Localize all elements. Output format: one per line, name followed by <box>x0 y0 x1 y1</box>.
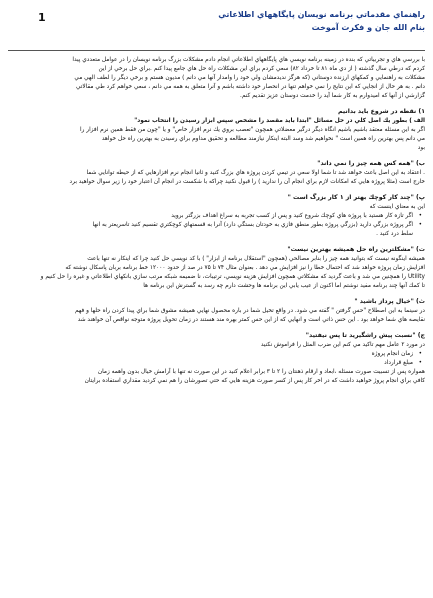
document-body <box>8 56 425 386</box>
section-heading: ۱) نقطه در شروع بايد بدانيم <box>338 108 425 115</box>
document-subtitle: بنام الله جان و فكرت آموخت <box>311 23 425 32</box>
body-line: گزارشي از آنها كه اميدوارم به كار شما آيد را خدمت دوستان عزيز تقديم كنم. <box>240 93 425 99</box>
body-line: خارج است (مثلا پروژه هايي كه امكانات لازم براي انجام آن را نداريد ) را قبول نكنيد چراكه با شكست در انجام آن اعتبار خود را زير سوال خواهيد برد <box>69 179 425 185</box>
body-line: Utility را همچنين مي شد و باعث گرديد كه مشكلاتي همچون افزايش هزينه نويسي، ترتيبات، نا ضميمه شبكه مرتب سازي بانكهاي اطلاعاتي و غيره را حل كنيم و <box>40 274 425 280</box>
body-line: كردم كه درطي سال گذشته ( از دي ماه ۸۱ تا خرداد ۸۲) سعي كردم براي اين مشكلات راه حل هاي جامع پيدا كنم .براي حل برخي از اين <box>98 66 425 72</box>
body-line: هميشه اينگونه نيست كه بتوانيد همه چيز را بنابر مصالحي (همچون "استقلال برنامه از ابزار" ) با كد نويسي حل كنيد چرا كه اينكار نه تنها باعث <box>87 256 425 262</box>
body-line: در مورد ۲ عامل مهم تاكيد مي كنم اين ضرب المثل را فراموش نكنيد <box>260 342 425 348</box>
body-line: نقايصه هاي شما خواهد بود . اين حس ذاتي است و انهايي كه از اين حس كمتر بهره مند هستند در زمان تحويل پروژه متوجه نواقص آن خواهند شد <box>77 317 425 323</box>
body-line: دانم . به هر حال از انجايي كه اين نتايج را نمي خواهم تنها در انحصار خود داشته باشم و آنرا متعلق به همه مي دانم ، سعي خواهم كرد طي مقالاتي <box>75 84 425 90</box>
body-line: با بررسي هاي و تجربياتي كه بنده در زمينه برنامه نويسي هاي پايگاههاي اطلاعاتي انجام دادم مشكلات بزرگ برنامه نويسان را در عوامل متعددي پيدا <box>72 57 425 63</box>
document-title: راهنماي مقدماتي برنامه نويسان پايگاههاي اطلاعاتي <box>218 10 425 19</box>
intro-paragraph <box>8 56 425 101</box>
body-line: افزايش زمان پروژه خواهد شد كه احتمال خطا را نيز افزايش مي دهد . بعنوان مثال ۷۴ تا ۷۵ در صد از حدود ۱۲۰۰۰ خط برنامه بربان پاسكال نوشته كه <box>65 265 425 271</box>
section-heading: پ) "چند كار كوچك بهتر از ۱ كار بزرگ است " <box>287 194 425 201</box>
page-header <box>8 8 425 51</box>
bullet-item: • زمان انجام پروژه <box>8 350 425 359</box>
bullet-item: • مبلغ قرارداد <box>8 359 425 368</box>
section-heading: ت) "مشكلترين راه حل هميشه بهترين نيست" <box>287 246 425 253</box>
bullet-item: • اگر تازه كار هستيد با پروژه هاي كوچك شروع كنيد و پس از كسب تجربه به سراغ اهداف بزرگتر برويد <box>8 212 425 221</box>
body-line: . اعتقاد به اين اصل باعث خواهد شد تا شما اولا سعي در تيمي كردن پروژه هاي بزرگ كنيد و ثانيا انجام نرم افزارهايي كه از حيطه توانايي شما <box>86 170 425 176</box>
body-line: تا كمك آنها چند برنامه مفيد نوشتم اما اكنون از عيب يابي اين برنامه ها وحشت دارم چه رسد به گسترش اين برنامه ها <box>143 283 425 289</box>
section-heading: ب) "همه كس همه چيز را نمي داند" <box>317 160 425 167</box>
bullet-item: • اگر پروژه بزرگي داريد (بزرگي پروژه بطور منطق فازي به خودتان بستگي دارد) آنرا به قسمتهاي كوچكتري تقسيم كنيد تاسريعتر به انها <box>8 221 425 230</box>
body-line: بود <box>417 145 425 151</box>
body-line: كافي براي انجام پروژ خواهيد داشت كه در اخر كار پس از كسر صورت هزينه هايي كه حتي تصورشان را هم نمي كرديد مقداري استفاده برايتان <box>84 378 425 384</box>
body-line: همواره پس از تسبيت صورت مسئله ،ابعاد و ارقام ذهنتان را ۲ تا ۳ برابر اعلام كنيد در اين صورت نه تنها با آرامش خيال بدون واهمه زمان <box>97 369 425 375</box>
body-line: در سينما به اين اصطلاح "حس گرفتن " گفته مي شود. در واقع تخيل شما در باره محصول نهايي هميشه مشوق شما براي پيدا كردن راه حلها و فهم <box>75 308 425 314</box>
section-heading: ث) "خيال پرداز باشيد " <box>354 298 425 305</box>
body-line: مي دانم پس بهترين راه همين است " نخواهيم شد وسد البته اينكار نيازمند مطالعه و تحقيق مداوم براي رسيدن به بهترين راه حل خواهد <box>101 136 425 142</box>
body-line: اگر به اين مسئله معتقد باشيم باشيم انگاه ديگر درگير معضلاتي همچون "تعصب بروي يك نرم افزار خاص" و يا "چون من فقط همين نرم افزار را <box>80 127 425 133</box>
document-page <box>8 8 425 592</box>
page-number: 1 <box>38 11 46 24</box>
body-line: سلط درد كنيد . <box>376 231 413 237</box>
body-line: الف ) بطور يك اصل كلي در حل مسائل "ابتدا بايد مقصد را مشخص سپس ابزار رسيدن را انتخاب نمود" <box>134 118 425 124</box>
section-heading: ج) "نسبت پيش راشگيريد تا پس نيفتيد" <box>305 332 425 339</box>
body-line: مشكلات به راهنمايي و كمكهاي ارزنده دوستاني (كه هرگز نديدمشان ولي خود را وامدار آنها مي دانم ) مديون هستم و برخي ديگر را لطف الهي مي <box>74 75 425 81</box>
body-line: اين به معناي اينست كه <box>369 204 425 210</box>
